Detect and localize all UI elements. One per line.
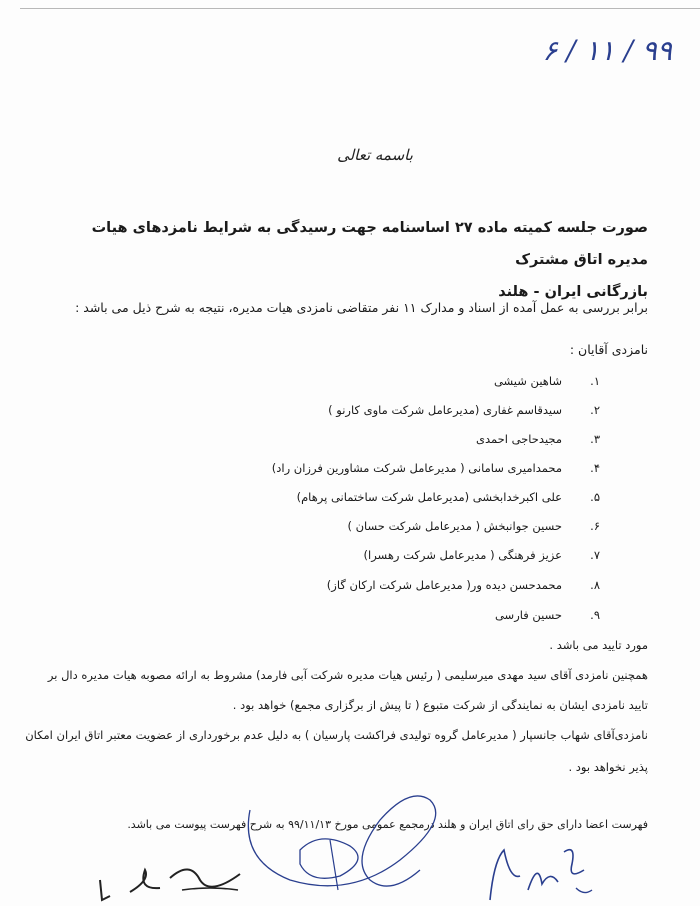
signature-center bbox=[230, 780, 470, 900]
title-line-1: صورت جلسه کمیته ماده ۲۷ اساسنامه جهت رسیدگی به شرایط نامزدهای هیات مدیره اتاق مشترک bbox=[91, 220, 648, 268]
candidate-item bbox=[116, 519, 600, 539]
signature-left bbox=[90, 850, 250, 906]
candidate-name: حسین فارسی bbox=[494, 608, 562, 622]
candidate-name: علی اکبرخدابخشی (مدیرعامل شرکت ساختمانی پرهام) bbox=[296, 490, 562, 504]
candidate-item bbox=[116, 548, 600, 568]
candidate-number: ۱. bbox=[590, 374, 600, 388]
candidate-item bbox=[116, 374, 600, 394]
candidate-number: ۲. bbox=[590, 403, 600, 417]
invocation-heading: باسمه تعالی bbox=[337, 146, 413, 164]
candidates-label: نامزدی آقایان : bbox=[569, 342, 648, 357]
candidate-item bbox=[116, 461, 600, 481]
candidate-name: محمدامیری سامانی ( مدیرعامل شرکت مشاورین فرزان راد) bbox=[271, 461, 562, 475]
candidate-name: حسین جوانبخش ( مدیرعامل شرکت حسان ) bbox=[347, 519, 562, 533]
candidate-number: ۶. bbox=[590, 519, 600, 533]
candidate-number: ۷. bbox=[590, 548, 600, 562]
signature-right bbox=[480, 840, 600, 904]
mirsalimi-line-2: تایید نامزدی ایشان به نمایندگی از شرکت متبوع ( تا پیش از برگزاری مجمع) خواهد بود . bbox=[232, 698, 648, 712]
candidate-item bbox=[116, 578, 600, 598]
approved-statement: مورد تایید می باشد . bbox=[549, 638, 648, 652]
candidate-item bbox=[116, 608, 600, 628]
title-line-2: بازرگانی ایران - هلند bbox=[498, 284, 648, 300]
candidate-number: ۴. bbox=[590, 461, 600, 475]
candidate-name: محمدحسن دیده ور( مدیرعامل شرکت ارکان گاز) bbox=[326, 578, 562, 592]
mirsalimi-line-1: همچنین نامزدی آقای سید مهدی میرسلیمی ( رئیس هیات مدیره شرکت آبی فارمد) مشروط به ارائه مصوبه هیات مدیره دال بر bbox=[47, 668, 648, 682]
handwritten-date: ۹۹ / ۱۱ / ۶ bbox=[542, 34, 672, 67]
page-top-border bbox=[20, 8, 700, 9]
candidate-name: مجیدحاجی احمدی bbox=[475, 432, 562, 446]
jansepar-line-1: نامزدی‌آقای شهاب جانسپار ( مدیرعامل گروه تولیدی فراکشت پارسیان ) به دلیل عدم برخورداری از عضویت معتبر اتاق ایران امکان bbox=[25, 728, 648, 742]
jansepar-line-2: پذیر نخواهد بود . bbox=[568, 760, 648, 774]
candidate-number: ۳. bbox=[590, 432, 600, 446]
candidate-item bbox=[116, 432, 600, 452]
candidate-name: عزیز فرهنگی ( مدیرعامل شرکت رهسرا) bbox=[363, 548, 562, 562]
candidate-number: ۵. bbox=[590, 490, 600, 504]
candidate-number: ۸. bbox=[590, 578, 600, 592]
intro-paragraph: برابر بررسی به عمل آمده از اسناد و مدارک ۱۱ نفر متقاضی نامزدی هیات مدیره، نتیجه به شرح ذیل می باشد : bbox=[75, 300, 648, 315]
candidate-item bbox=[116, 403, 600, 423]
document-title bbox=[48, 212, 648, 308]
closing-statement: فهرست اعضا دارای حق رای اتاق ایران و هلند درمجمع عمومی مورخ ۹۹/۱۱/۱۳ به شرح فهرست پیوست می باشد. bbox=[127, 818, 648, 831]
candidate-name: سیدقاسم غفاری (مدیرعامل شرکت ماوی کارنو ) bbox=[328, 403, 562, 417]
candidate-number: ۹. bbox=[590, 608, 600, 622]
candidate-name: شاهین شیشی bbox=[493, 374, 562, 388]
candidate-item bbox=[116, 490, 600, 510]
